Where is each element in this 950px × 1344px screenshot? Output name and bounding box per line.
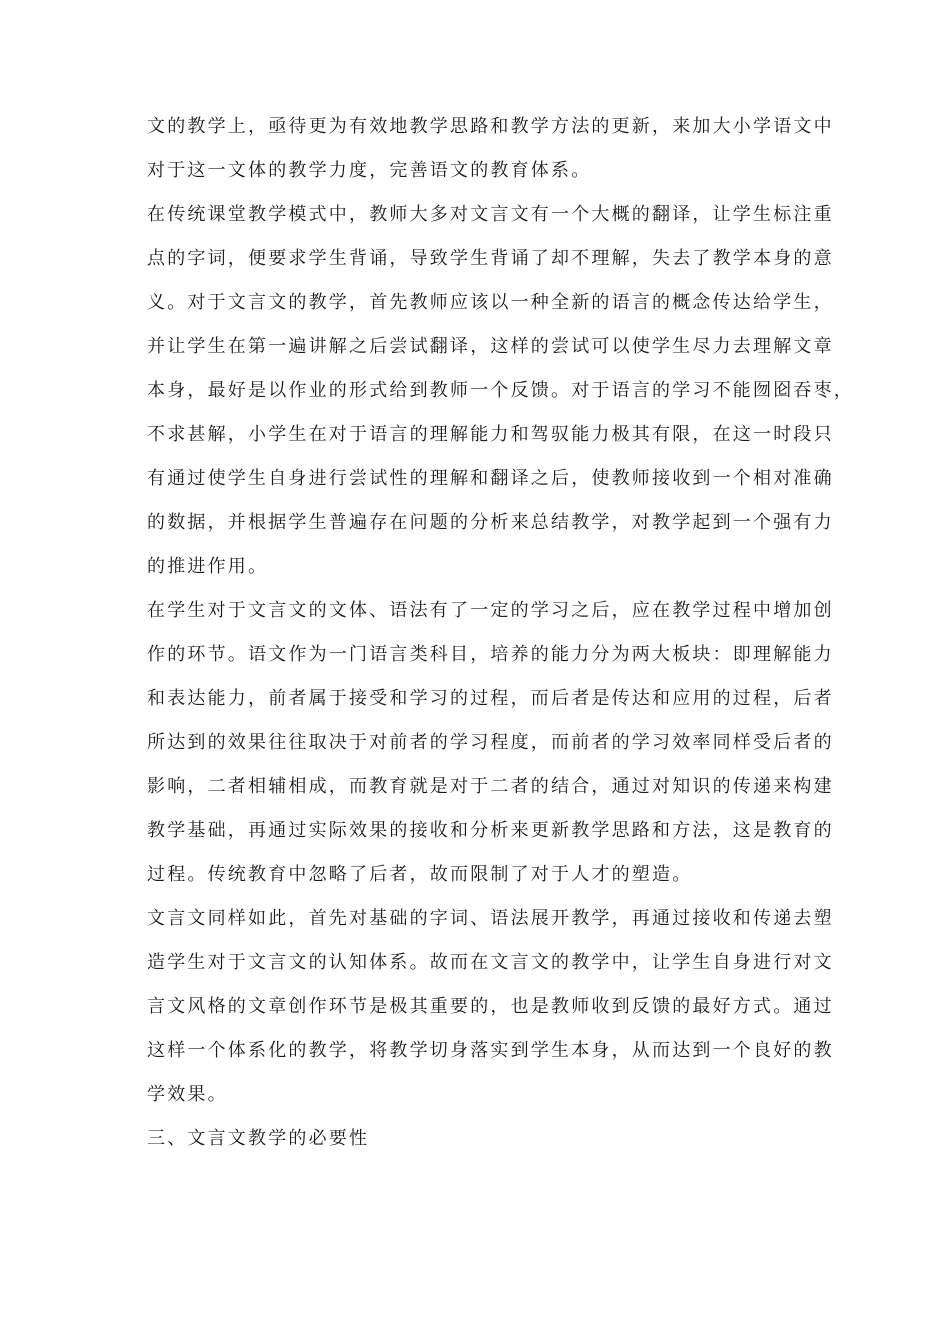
text-line: 文言文同样如此，首先对基础的字词、语法展开教学，再通过接收和传递去塑 xyxy=(147,908,834,929)
text-line: 言文风格的文章创作环节是极其重要的，也是教师收到反馈的最好方式。通过 xyxy=(147,996,834,1017)
paragraph-4 xyxy=(147,897,834,1117)
section-heading: 三、文言文教学的必要性 xyxy=(147,1128,370,1149)
paragraph-2 xyxy=(147,193,854,589)
text-line: 文的教学上，亟待更为有效地教学思路和教学方法的更新，来加大小学语文中 xyxy=(147,116,834,137)
text-line: 点的字词，便要求学生背诵，导致学生背诵了却不理解，失去了教学本身的意 xyxy=(147,248,834,269)
text-line: 的数据，并根据学生普遍存在问题的分析来总结教学，对教学起到一个强有力 xyxy=(147,512,834,533)
text-line: 造学生对于文言文的认知体系。故而在文言文的教学中，让学生自身进行对文 xyxy=(147,952,834,973)
text-line: 有通过使学生自身进行尝试性的理解和翻译之后，使教师接收到一个相对准确 xyxy=(147,468,834,489)
text-line: 过程。传统教育中忽略了后者，故而限制了对于人才的塑造。 xyxy=(147,864,693,885)
text-line: 对于这一文体的教学力度，完善语文的教育体系。 xyxy=(147,160,592,181)
text-line: 本身，最好是以作业的形式给到教师一个反馈。对于语言的学习不能囫囵吞枣， xyxy=(147,380,854,401)
paragraph-3 xyxy=(147,589,834,897)
text-line: 在传统课堂教学模式中，教师大多对文言文有一个大概的翻译，让学生标注重 xyxy=(147,204,834,225)
text-line: 教学基础，再通过实际效果的接收和分析来更新教学思路和方法，这是教育的 xyxy=(147,820,834,841)
text-line: 这样一个体系化的教学，将教学切身落实到学生本身，从而达到一个良好的教 xyxy=(147,1040,834,1061)
text-line: 所达到的效果往往取决于对前者的学习程度，而前者的学习效率同样受后者的 xyxy=(147,732,834,753)
text-line: 和表达能力，前者属于接受和学习的过程，而后者是传达和应用的过程，后者 xyxy=(147,688,834,709)
text-line: 在学生对于文言文的文体、语法有了一定的学习之后，应在教学过程中增加创 xyxy=(147,600,834,621)
document-body xyxy=(147,105,854,1161)
text-line: 并让学生在第一遍讲解之后尝试翻译，这样的尝试可以使学生尽力去理解文章 xyxy=(147,336,834,357)
paragraph-1 xyxy=(147,105,834,193)
text-line: 作的环节。语文作为一门语言类科目，培养的能力分为两大板块：即理解能力 xyxy=(147,644,834,665)
text-line: 学效果。 xyxy=(147,1084,228,1105)
text-line: 影响，二者相辅相成，而教育就是对于二者的结合，通过对知识的传递来构建 xyxy=(147,776,834,797)
text-line: 不求甚解，小学生在对于语言的理解能力和驾驭能力极其有限，在这一时段只 xyxy=(147,424,834,445)
text-line: 的推进作用。 xyxy=(147,556,269,577)
text-line: 义。对于文言文的教学，首先教师应该以一种全新的语言的概念传达给学生， xyxy=(147,292,834,313)
